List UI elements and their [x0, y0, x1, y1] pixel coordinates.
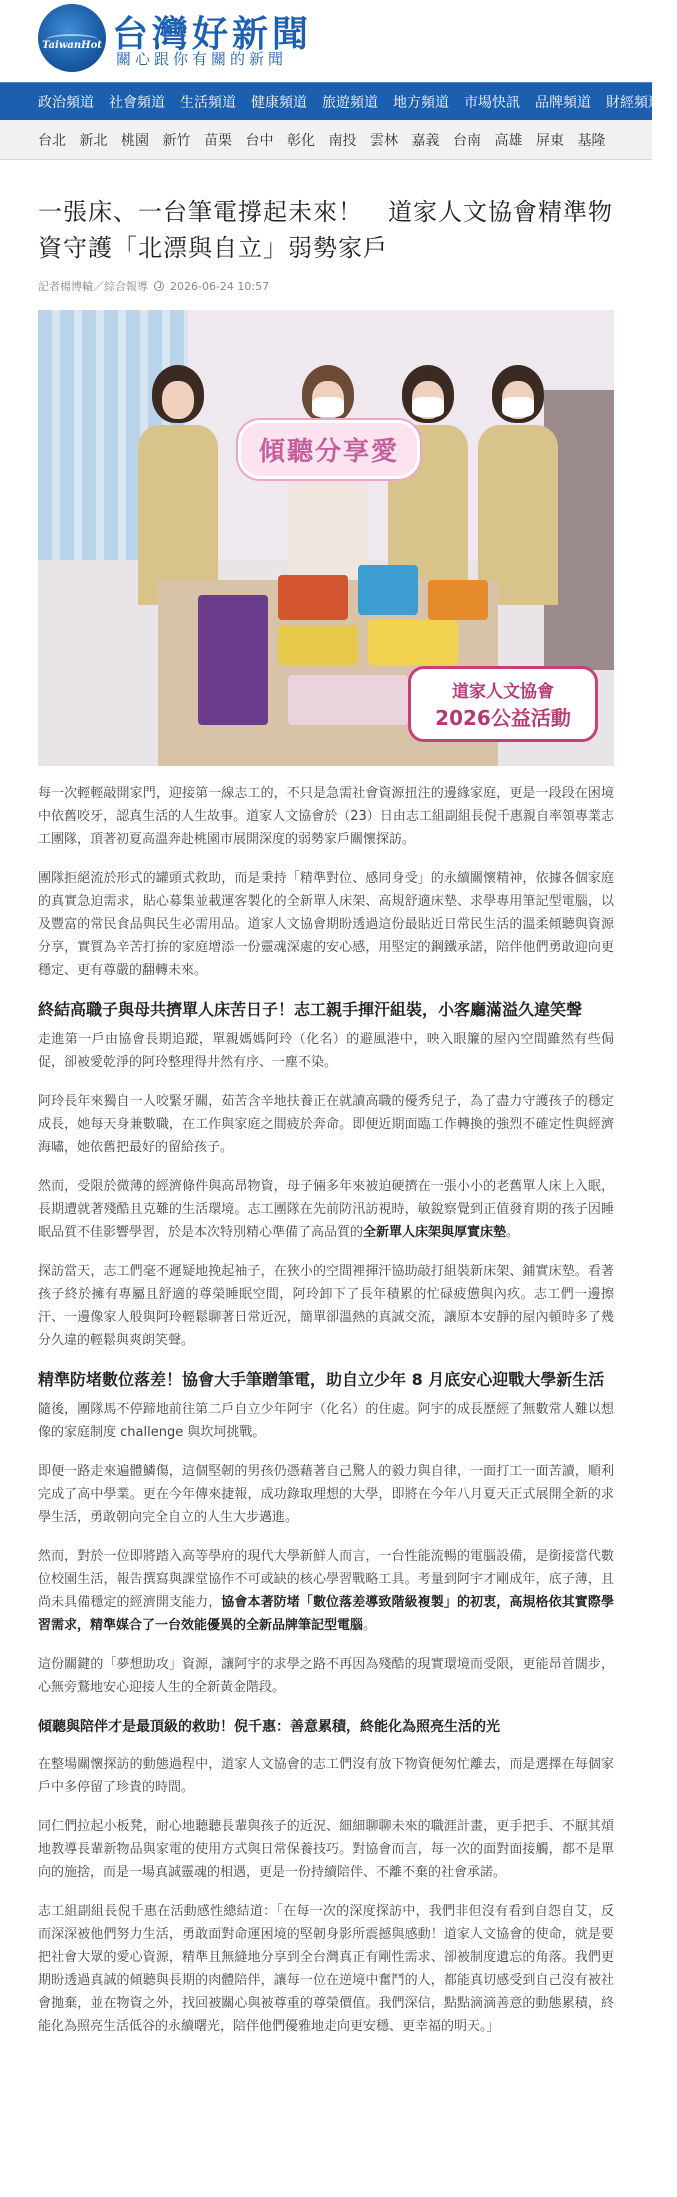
nav-region-yunlin[interactable]: 雲林: [370, 132, 398, 149]
paragraph-emphasis: 全新單人床架與厚實床墊: [363, 1225, 507, 1240]
logo-text: TaiwanHot: [42, 40, 102, 51]
article-paragraph: [38, 1175, 614, 1244]
article-paragraph: 隨後，團隊馬不停蹄地前往第二戶自立少年阿宇（化名）的住處。阿宇的成長歷經了無數常人難以想像的家庭制度 challenge 與坎坷挑戰。: [38, 1402, 614, 1440]
paragraph-emphasis: 協會本著防堵「數位落差導致階級複製」的初衷，高規格依其實際學習需求，精準媒合了一台效能優異的全新品牌筆記型電腦: [38, 1595, 614, 1633]
photo-sticker: 傾聽分享愛: [238, 420, 420, 479]
paragraph-text: 然而，受限於微薄的經濟條件與高昂物資，母子倆多年來被迫硬擠在一張小小的老舊單人床上入眠，長期遭就著殘酷且克難的生活環境。志工團隊在先前防汛訪視時，敏銳察覺到正值發育期的孩子因睡眠品質不佳影響學習，於是本次特別精心準備了高品質的: [38, 1179, 614, 1240]
site-slogan: 關心跟你有關的新聞: [116, 50, 288, 68]
article-subheading: 精準防堵數位落差！協會大手筆贈筆電，助自立少年 8 月底安心迎戰大學新生活: [38, 1370, 605, 1389]
nav-region-miaoli[interactable]: 苗栗: [204, 132, 232, 149]
paragraph-text: 。: [363, 1618, 377, 1633]
photo-event-badge: [408, 666, 598, 742]
nav-region-tainan[interactable]: 台南: [453, 132, 481, 149]
nav-region-taichung[interactable]: 台中: [245, 132, 274, 149]
nav-channel-life[interactable]: 生活頻道: [180, 94, 236, 111]
article-paragraph: 這份關鍵的「夢想助攻」資源，讓阿宇的求學之路不再因為殘酷的現實環境而受限，更能昂首闊步，心無旁鶩地安心迎接人生的全新黃金階段。: [38, 1657, 614, 1695]
site-logo[interactable]: [38, 4, 106, 72]
nav-region-taoyuan[interactable]: 桃園: [121, 132, 149, 149]
article: [0, 194, 652, 2038]
nav-channel-market[interactable]: 市場快訊: [464, 94, 520, 111]
nav-channel-brand[interactable]: 品牌頻道: [535, 94, 591, 111]
region-nav: [0, 120, 652, 160]
paragraph-text: 然而，對於一位即將踏入高等學府的現代大學新鮮人而言，一台性能流暢的電腦設備，是銜接當代數位校園生活，報告撰寫與課堂協作不可或缺的核心學習戰略工具。考量到阿宇才剛成年，底子薄，且尚未具備穩定的經濟開支能力，: [38, 1549, 614, 1610]
article-photo[interactable]: [38, 310, 614, 766]
article-paragraph: 在整場關懷探訪的動態過程中，道家人文協會的志工們沒有放下物資便匆忙離去，而是選擇在每個家戶中多停留了珍貴的時間。: [38, 1757, 614, 1795]
nav-channel-travel[interactable]: 旅遊頻道: [322, 94, 378, 111]
nav-channel-health[interactable]: 健康頻道: [251, 94, 307, 111]
article-paragraph: 團隊拒絕流於形式的罐頭式救助，而是秉持「精準對位、感同身受」的永續關懷精神，依據各個家庭的真實急迫需求，貼心募集並載運客製化的全新單人床架、高規舒適床墊、求學專用筆記型電腦，以及豐富的常民食品與民生必需用品。道家人文協會期盼透過這份最貼近日常民生活的溫柔傾聽與資源分享，實質為辛苦打拚的家庭增添一份靈魂深處的安心感，用堅定的鋼鐵承諾，陪伴他們勇敢迎向更穩定、更有尊嚴的翻轉未來。: [38, 871, 614, 978]
article-headline: 一張床、一台筆電撐起未來！ 道家人文協會精準物資守護「北漂與自立」弱勢家戶: [38, 198, 613, 262]
badge-org-name: 道家人文協會: [452, 682, 554, 702]
nav-region-nantou[interactable]: 南投: [328, 132, 357, 149]
article-subheading: 傾聽與陪伴才是最頂級的救助！倪千惠：善意累積，終能化為照亮生活的光: [38, 1719, 500, 1735]
nav-region-pingtung[interactable]: 屏東: [536, 132, 564, 149]
article-paragraph: 同仁們拉起小板凳，耐心地聽聽長輩與孩子的近況、細細聊聊未來的職涯計畫，更手把手、不厭其煩地教導長輩新物品與家電的使用方式與日常保養技巧。對協會而言，每一次的面對面接觸，都不是單向的施捨，而是一場真誠靈魂的相遇，更是一份持續陪伴、不離不棄的社會承諾。: [38, 1819, 614, 1880]
nav-region-new-taipei[interactable]: 新北: [79, 132, 108, 149]
article-paragraph: 即便一路走來遍體鱗傷，這個堅韌的男孩仍憑藉著自己驚人的毅力與自律，一面打工一面苦讀，順利完成了高中學業。更在今年傳來捷報，成功錄取理想的大學，即將在今年八月夏天正式展開全新的求學生活，勇敢朝向完全自立的人生大步邁進。: [38, 1464, 614, 1525]
article-meta: [38, 278, 614, 294]
site-title[interactable]: 台灣好新聞: [112, 13, 313, 55]
nav-region-chiayi[interactable]: 嘉義: [411, 132, 440, 149]
nav-region-kaohsiung[interactable]: 高雄: [494, 132, 523, 149]
nav-channel-politics[interactable]: 政治頻道: [38, 94, 94, 111]
article-paragraph: 走進第一戶由協會長期追蹤，單親媽媽阿玲（化名）的避風港中，映入眼簾的屋內空間雖然有些侷促，卻被愛乾淨的阿玲整理得井然有序、一塵不染。: [38, 1032, 614, 1070]
nav-region-keelung[interactable]: 基隆: [577, 132, 606, 149]
primary-channel-nav: [0, 82, 662, 120]
article-paragraph: [38, 1545, 614, 1637]
paragraph-text: 。: [506, 1225, 520, 1240]
article-paragraph: 志工組副組長倪千惠在活動感性總結道：「在每一次的深度探訪中，我們非但沒有看到自怨自艾，反而深深被他們努力生活，勇敢面對命運困境的堅韌身影所震撼與感動！道家人文協會的使命，就是要把社會大眾的愛心資源，精準且無縫地分享到全台灣真正有剛性需求、卻被制度遺忘的角落。我們更期盼透過真誠的傾聽與長期的肉體陪伴，讓每一位在逆境中奮鬥的人，都能真切感受到自己沒有被社會拋棄，並在物資之外，找回被關心與被尊重的尊榮價值。我們深信，點點滴滴善意的動態累積，終能化為照亮生活低谷的永續曙光，陪伴他們優雅地走向更安穩、更幸福的明天。」: [38, 1904, 614, 2034]
article-paragraph: 每一次輕輕敲開家門，迎接第一線志工的，不只是急需社會資源扭注的邊緣家庭，更是一段段在困境中依舊咬牙，認真生活的人生故事。道家人文協會於（23）日由志工組副組長倪千惠親自率領專業志工團隊，頂著初夏高溫奔赴桃園市展開深度的弱勢家戶關懷探訪。: [38, 786, 614, 847]
nav-region-taipei[interactable]: 台北: [38, 132, 66, 149]
article-paragraph: 阿玲長年來獨自一人咬緊牙關，茹苦含辛地扶養正在就讀高職的優秀兒子，為了盡力守護孩子的穩定成長，她每天身兼數職，在工作與家庭之間疲於奔命。即便近期面臨工作轉換的強烈不確定性與經濟海嘯，她依舊把最好的留給孩子。: [38, 1094, 614, 1155]
nav-channel-finance[interactable]: 財經頻道: [606, 94, 662, 111]
article-paragraph: 探訪當天，志工們毫不遲疑地挽起袖子，在狹小的空間裡揮汗協助敲打組裝新床架、鋪實床墊。看著孩子終於擁有專屬且舒適的尊榮睡眠空間，阿玲卸下了長年積累的忙碌疲憊與內疚。志工們一邊擦汗、一邊像家人般與阿玲輕鬆聊著日常近況，簡單卻溫熱的真誠交流，讓原本安靜的屋內頓時多了幾分久違的輕鬆與爽朗笑聲。: [38, 1264, 614, 1348]
clock-icon: [154, 281, 164, 291]
article-author: 記者楊博輸／綜合報導: [38, 280, 148, 293]
badge-event-name: 2026公益活動: [435, 706, 571, 730]
article-subheading: 終結高職子與母共擠單人床苦日子！志工親手揮汗組裝，小客廳滿溢久違笑聲: [38, 1000, 583, 1019]
article-date: 2026-06-24 10:57: [170, 279, 270, 293]
nav-region-hsinchu[interactable]: 新竹: [162, 132, 191, 149]
nav-channel-society[interactable]: 社會頻道: [109, 94, 165, 111]
site-masthead: [0, 0, 652, 82]
nav-channel-local[interactable]: 地方頻道: [393, 94, 449, 111]
nav-region-changhua[interactable]: 彰化: [287, 132, 315, 149]
